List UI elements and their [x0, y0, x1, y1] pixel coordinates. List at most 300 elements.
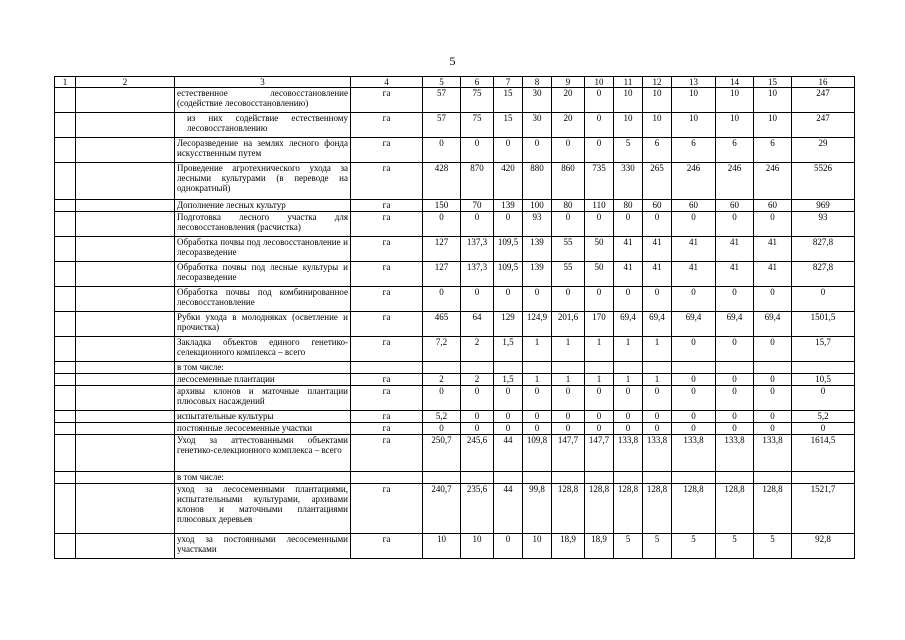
value-cell: 170 — [585, 312, 614, 337]
activity-name-cell: уход за лесосеменными плантациями, испытательными культурами, архивами клонов и маточными плантациями плюсовых деревьев — [175, 484, 351, 534]
section-cell — [76, 374, 175, 386]
value-cell: 0 — [494, 534, 523, 559]
column-header: 13 — [672, 77, 716, 88]
value-cell: 10 — [643, 113, 672, 138]
page-number: 5 — [449, 54, 456, 68]
value-cell — [643, 472, 672, 484]
section-cell — [76, 163, 175, 200]
value-cell: 0 — [461, 411, 494, 423]
value-cell: 60 — [754, 200, 792, 212]
value-cell: 128,8 — [672, 484, 716, 534]
value-cell: 880 — [523, 163, 552, 200]
value-cell: 109,5 — [494, 237, 523, 262]
row-number-cell — [55, 212, 76, 237]
value-cell: 0 — [754, 386, 792, 411]
row-number-cell — [55, 262, 76, 287]
total-cell: 93 — [792, 212, 855, 237]
value-cell: 10 — [523, 534, 552, 559]
value-cell: 10 — [672, 88, 716, 113]
table-row — [55, 362, 855, 374]
row-number-cell — [55, 200, 76, 212]
value-cell: 0 — [754, 287, 792, 312]
value-cell: 0 — [552, 287, 585, 312]
value-cell: 0 — [643, 423, 672, 435]
value-cell: 80 — [614, 200, 643, 212]
section-cell — [76, 534, 175, 559]
value-cell: 128,8 — [716, 484, 754, 534]
value-cell: 0 — [716, 386, 754, 411]
value-cell: 1 — [643, 337, 672, 362]
value-cell: 41 — [716, 262, 754, 287]
unit-cell: га — [351, 411, 423, 423]
value-cell: 0 — [461, 423, 494, 435]
value-cell: 1 — [585, 337, 614, 362]
value-cell: 860 — [552, 163, 585, 200]
table-row — [55, 287, 855, 312]
activity-name-cell: Обработка почвы под комбинированное лесовосстановление — [175, 287, 351, 312]
unit-cell: га — [351, 212, 423, 237]
activity-name-cell: Рубки ухода в молодняках (осветление и прочистка) — [175, 312, 351, 337]
value-cell: 44 — [494, 435, 523, 472]
value-cell: 330 — [614, 163, 643, 200]
value-cell: 30 — [523, 113, 552, 138]
value-cell: 0 — [461, 138, 494, 163]
value-cell: 41 — [643, 262, 672, 287]
total-cell — [792, 472, 855, 484]
value-cell: 18,9 — [552, 534, 585, 559]
value-cell: 57 — [423, 113, 461, 138]
value-cell: 0 — [494, 423, 523, 435]
value-cell: 0 — [494, 386, 523, 411]
value-cell — [461, 472, 494, 484]
value-cell: 5,2 — [423, 411, 461, 423]
activity-name-cell: Дополнение лесных культур — [175, 200, 351, 212]
unit-cell: га — [351, 312, 423, 337]
value-cell: 0 — [461, 287, 494, 312]
value-cell: 147,7 — [552, 435, 585, 472]
value-cell: 128,8 — [552, 484, 585, 534]
value-cell — [672, 472, 716, 484]
row-number-cell — [55, 374, 76, 386]
value-cell: 10 — [614, 88, 643, 113]
value-cell: 5 — [716, 534, 754, 559]
column-header: 16 — [792, 77, 855, 88]
section-cell — [76, 287, 175, 312]
value-cell: 0 — [523, 423, 552, 435]
value-cell: 246 — [672, 163, 716, 200]
section-cell — [76, 362, 175, 374]
activity-name-cell: естественное лесовосстановление (содействие лесовосстановлению) — [175, 88, 351, 113]
table-row — [55, 337, 855, 362]
total-cell: 5526 — [792, 163, 855, 200]
row-number-cell — [55, 411, 76, 423]
column-header: 14 — [716, 77, 754, 88]
value-cell — [754, 472, 792, 484]
value-cell: 128,8 — [585, 484, 614, 534]
row-number-cell — [55, 484, 76, 534]
section-cell — [76, 138, 175, 163]
value-cell — [754, 362, 792, 374]
value-cell: 100 — [523, 200, 552, 212]
activity-name-cell: лесосеменные плантации — [175, 374, 351, 386]
column-header: 11 — [614, 77, 643, 88]
table-row — [55, 374, 855, 386]
table-row — [55, 88, 855, 113]
value-cell: 0 — [423, 212, 461, 237]
column-header: 15 — [754, 77, 792, 88]
value-cell: 5 — [672, 534, 716, 559]
column-header: 3 — [175, 77, 351, 88]
value-cell: 41 — [614, 237, 643, 262]
value-cell — [716, 362, 754, 374]
value-cell: 127 — [423, 262, 461, 287]
table-row — [55, 411, 855, 423]
value-cell: 0 — [585, 113, 614, 138]
value-cell: 0 — [716, 337, 754, 362]
value-cell: 6 — [754, 138, 792, 163]
column-number-row — [55, 77, 855, 88]
total-cell: 1614,5 — [792, 435, 855, 472]
value-cell: 0 — [672, 374, 716, 386]
value-cell: 0 — [754, 411, 792, 423]
total-cell: 15,7 — [792, 337, 855, 362]
unit-cell: га — [351, 138, 423, 163]
value-cell: 0 — [614, 411, 643, 423]
value-cell: 0 — [585, 88, 614, 113]
value-cell: 2 — [461, 374, 494, 386]
total-cell: 1521,7 — [792, 484, 855, 534]
row-number-cell — [55, 337, 76, 362]
value-cell: 0 — [523, 138, 552, 163]
table-row — [55, 423, 855, 435]
value-cell: 0 — [672, 411, 716, 423]
total-cell: 969 — [792, 200, 855, 212]
section-cell — [76, 411, 175, 423]
section-cell — [76, 337, 175, 362]
value-cell: 0 — [754, 423, 792, 435]
value-cell: 0 — [585, 386, 614, 411]
value-cell: 1 — [552, 374, 585, 386]
value-cell: 0 — [552, 212, 585, 237]
value-cell: 20 — [552, 88, 585, 113]
value-cell — [614, 362, 643, 374]
unit-cell: га — [351, 287, 423, 312]
value-cell: 0 — [643, 411, 672, 423]
value-cell: 0 — [552, 386, 585, 411]
value-cell — [423, 362, 461, 374]
value-cell: 0 — [716, 411, 754, 423]
value-cell: 0 — [672, 212, 716, 237]
value-cell: 41 — [672, 262, 716, 287]
total-cell: 92,8 — [792, 534, 855, 559]
row-number-cell — [55, 386, 76, 411]
value-cell: 30 — [523, 88, 552, 113]
value-cell: 60 — [643, 200, 672, 212]
value-cell: 1 — [614, 337, 643, 362]
activity-name-cell: в том числе: — [175, 362, 351, 374]
value-cell: 110 — [585, 200, 614, 212]
value-cell — [552, 472, 585, 484]
value-cell: 128,8 — [614, 484, 643, 534]
table-row — [55, 484, 855, 534]
value-cell: 420 — [494, 163, 523, 200]
value-cell: 0 — [585, 423, 614, 435]
value-cell: 10 — [754, 88, 792, 113]
unit-cell: га — [351, 262, 423, 287]
value-cell: 64 — [461, 312, 494, 337]
value-cell: 10 — [461, 534, 494, 559]
value-cell: 0 — [614, 287, 643, 312]
value-cell: 0 — [585, 287, 614, 312]
value-cell: 127 — [423, 237, 461, 262]
activity-name-cell: постоянные лесосеменные участки — [175, 423, 351, 435]
value-cell: 0 — [716, 423, 754, 435]
value-cell: 0 — [494, 138, 523, 163]
column-header: 10 — [585, 77, 614, 88]
unit-cell: га — [351, 88, 423, 113]
value-cell: 1 — [643, 374, 672, 386]
column-header: 5 — [423, 77, 461, 88]
value-cell: 133,8 — [672, 435, 716, 472]
row-number-cell — [55, 312, 76, 337]
row-number-cell — [55, 163, 76, 200]
value-cell: 0 — [716, 212, 754, 237]
value-cell: 5 — [754, 534, 792, 559]
section-cell — [76, 484, 175, 534]
value-cell: 0 — [423, 423, 461, 435]
value-cell — [423, 472, 461, 484]
activity-name-cell: Подготовка лесного участка для лесовосстановления (расчистка) — [175, 212, 351, 237]
value-cell: 201,6 — [552, 312, 585, 337]
value-cell: 124,9 — [523, 312, 552, 337]
value-cell: 5 — [614, 534, 643, 559]
value-cell: 57 — [423, 88, 461, 113]
value-cell: 69,4 — [754, 312, 792, 337]
value-cell: 133,8 — [754, 435, 792, 472]
value-cell: 75 — [461, 88, 494, 113]
value-cell: 128,8 — [643, 484, 672, 534]
total-cell — [792, 362, 855, 374]
value-cell: 0 — [614, 212, 643, 237]
value-cell — [672, 362, 716, 374]
column-header: 2 — [76, 77, 175, 88]
unit-cell: га — [351, 113, 423, 138]
total-cell: 827,8 — [792, 262, 855, 287]
value-cell: 69,4 — [672, 312, 716, 337]
total-cell: 29 — [792, 138, 855, 163]
row-number-cell — [55, 287, 76, 312]
value-cell: 50 — [585, 262, 614, 287]
section-cell — [76, 312, 175, 337]
value-cell: 1 — [585, 374, 614, 386]
unit-cell: га — [351, 337, 423, 362]
value-cell: 0 — [552, 423, 585, 435]
total-cell: 0 — [792, 423, 855, 435]
value-cell: 2 — [423, 374, 461, 386]
value-cell: 246 — [716, 163, 754, 200]
value-cell: 240,7 — [423, 484, 461, 534]
total-cell: 1501,5 — [792, 312, 855, 337]
value-cell: 0 — [672, 386, 716, 411]
value-cell: 246 — [754, 163, 792, 200]
table-row — [55, 212, 855, 237]
unit-cell: га — [351, 163, 423, 200]
column-header: 12 — [643, 77, 672, 88]
value-cell — [494, 472, 523, 484]
value-cell: 10 — [716, 88, 754, 113]
value-cell: 69,4 — [614, 312, 643, 337]
value-cell: 139 — [494, 200, 523, 212]
value-cell: 93 — [523, 212, 552, 237]
activity-name-cell: Уход за аттестованными объектами генетико-селекционного комплекса – всего — [175, 435, 351, 472]
value-cell: 10 — [614, 113, 643, 138]
activity-name-cell: Лесоразведение на землях лесного фонда искусственным путем — [175, 138, 351, 163]
value-cell: 99,8 — [523, 484, 552, 534]
value-cell: 0 — [461, 386, 494, 411]
value-cell: 55 — [552, 237, 585, 262]
value-cell: 6 — [716, 138, 754, 163]
value-cell: 870 — [461, 163, 494, 200]
total-cell: 247 — [792, 88, 855, 113]
unit-cell: га — [351, 534, 423, 559]
value-cell: 0 — [552, 138, 585, 163]
value-cell: 250,7 — [423, 435, 461, 472]
value-cell: 0 — [754, 212, 792, 237]
row-number-cell — [55, 534, 76, 559]
value-cell: 41 — [614, 262, 643, 287]
section-cell — [76, 472, 175, 484]
value-cell — [614, 472, 643, 484]
table-row — [55, 435, 855, 472]
value-cell: 137,3 — [461, 237, 494, 262]
value-cell: 80 — [552, 200, 585, 212]
section-cell — [76, 200, 175, 212]
value-cell: 735 — [585, 163, 614, 200]
section-cell — [76, 423, 175, 435]
section-cell — [76, 113, 175, 138]
value-cell: 41 — [643, 237, 672, 262]
row-number-cell — [55, 362, 76, 374]
total-cell: 827,8 — [792, 237, 855, 262]
value-cell: 0 — [643, 212, 672, 237]
value-cell: 0 — [523, 411, 552, 423]
table-row — [55, 262, 855, 287]
value-cell: 0 — [423, 287, 461, 312]
row-number-cell — [55, 88, 76, 113]
value-cell: 109,5 — [494, 262, 523, 287]
value-cell: 265 — [643, 163, 672, 200]
value-cell: 147,7 — [585, 435, 614, 472]
row-number-cell — [55, 138, 76, 163]
section-cell — [76, 435, 175, 472]
value-cell: 0 — [754, 374, 792, 386]
total-cell: 10,5 — [792, 374, 855, 386]
total-cell: 0 — [792, 386, 855, 411]
value-cell: 0 — [552, 411, 585, 423]
value-cell: 0 — [585, 212, 614, 237]
value-cell — [585, 362, 614, 374]
column-header: 8 — [523, 77, 552, 88]
activity-name-cell: Закладка объектов единого генетико-селекционного комплекса – всего — [175, 337, 351, 362]
value-cell: 150 — [423, 200, 461, 212]
value-cell: 137,3 — [461, 262, 494, 287]
unit-cell: га — [351, 374, 423, 386]
activity-name-cell: в том числе: — [175, 472, 351, 484]
value-cell: 10 — [672, 113, 716, 138]
total-cell: 247 — [792, 113, 855, 138]
value-cell: 1,5 — [494, 337, 523, 362]
activity-name-cell: архивы клонов и маточные плантации плюсовых насаждений — [175, 386, 351, 411]
value-cell — [716, 472, 754, 484]
section-cell — [76, 262, 175, 287]
value-cell: 15 — [494, 88, 523, 113]
section-cell — [76, 386, 175, 411]
value-cell: 18,9 — [585, 534, 614, 559]
activity-name-cell: Обработка почвы под лесовосстановление и лесоразведение — [175, 237, 351, 262]
value-cell: 10 — [716, 113, 754, 138]
value-cell — [552, 362, 585, 374]
value-cell: 128,8 — [754, 484, 792, 534]
value-cell — [523, 362, 552, 374]
value-cell: 129 — [494, 312, 523, 337]
column-header: 7 — [494, 77, 523, 88]
unit-cell: га — [351, 237, 423, 262]
column-header: 6 — [461, 77, 494, 88]
value-cell: 0 — [643, 386, 672, 411]
row-number-cell — [55, 113, 76, 138]
activity-name-cell: Обработка почвы под лесные культуры и лесоразведение — [175, 262, 351, 287]
table-row — [55, 386, 855, 411]
value-cell: 6 — [672, 138, 716, 163]
value-cell: 0 — [494, 411, 523, 423]
section-cell — [76, 212, 175, 237]
value-cell: 60 — [716, 200, 754, 212]
value-cell: 5 — [614, 138, 643, 163]
section-cell — [76, 88, 175, 113]
value-cell: 0 — [585, 138, 614, 163]
value-cell: 0 — [643, 287, 672, 312]
value-cell: 41 — [754, 262, 792, 287]
value-cell: 44 — [494, 484, 523, 534]
unit-cell: га — [351, 423, 423, 435]
value-cell — [585, 472, 614, 484]
value-cell: 69,4 — [643, 312, 672, 337]
value-cell: 0 — [423, 386, 461, 411]
value-cell — [494, 362, 523, 374]
row-number-cell — [55, 435, 76, 472]
table-row — [55, 200, 855, 212]
activity-name-cell: испытательные культуры — [175, 411, 351, 423]
value-cell: 15 — [494, 113, 523, 138]
value-cell: 0 — [672, 423, 716, 435]
value-cell — [461, 362, 494, 374]
value-cell: 428 — [423, 163, 461, 200]
value-cell: 133,8 — [716, 435, 754, 472]
value-cell: 0 — [716, 374, 754, 386]
value-cell: 0 — [461, 212, 494, 237]
table-row — [55, 163, 855, 200]
unit-cell: га — [351, 386, 423, 411]
value-cell: 10 — [643, 88, 672, 113]
value-cell: 69,4 — [716, 312, 754, 337]
unit-cell: га — [351, 435, 423, 472]
column-header: 9 — [552, 77, 585, 88]
value-cell: 50 — [585, 237, 614, 262]
value-cell: 5 — [643, 534, 672, 559]
row-number-cell — [55, 472, 76, 484]
value-cell: 10 — [423, 534, 461, 559]
value-cell: 0 — [716, 287, 754, 312]
